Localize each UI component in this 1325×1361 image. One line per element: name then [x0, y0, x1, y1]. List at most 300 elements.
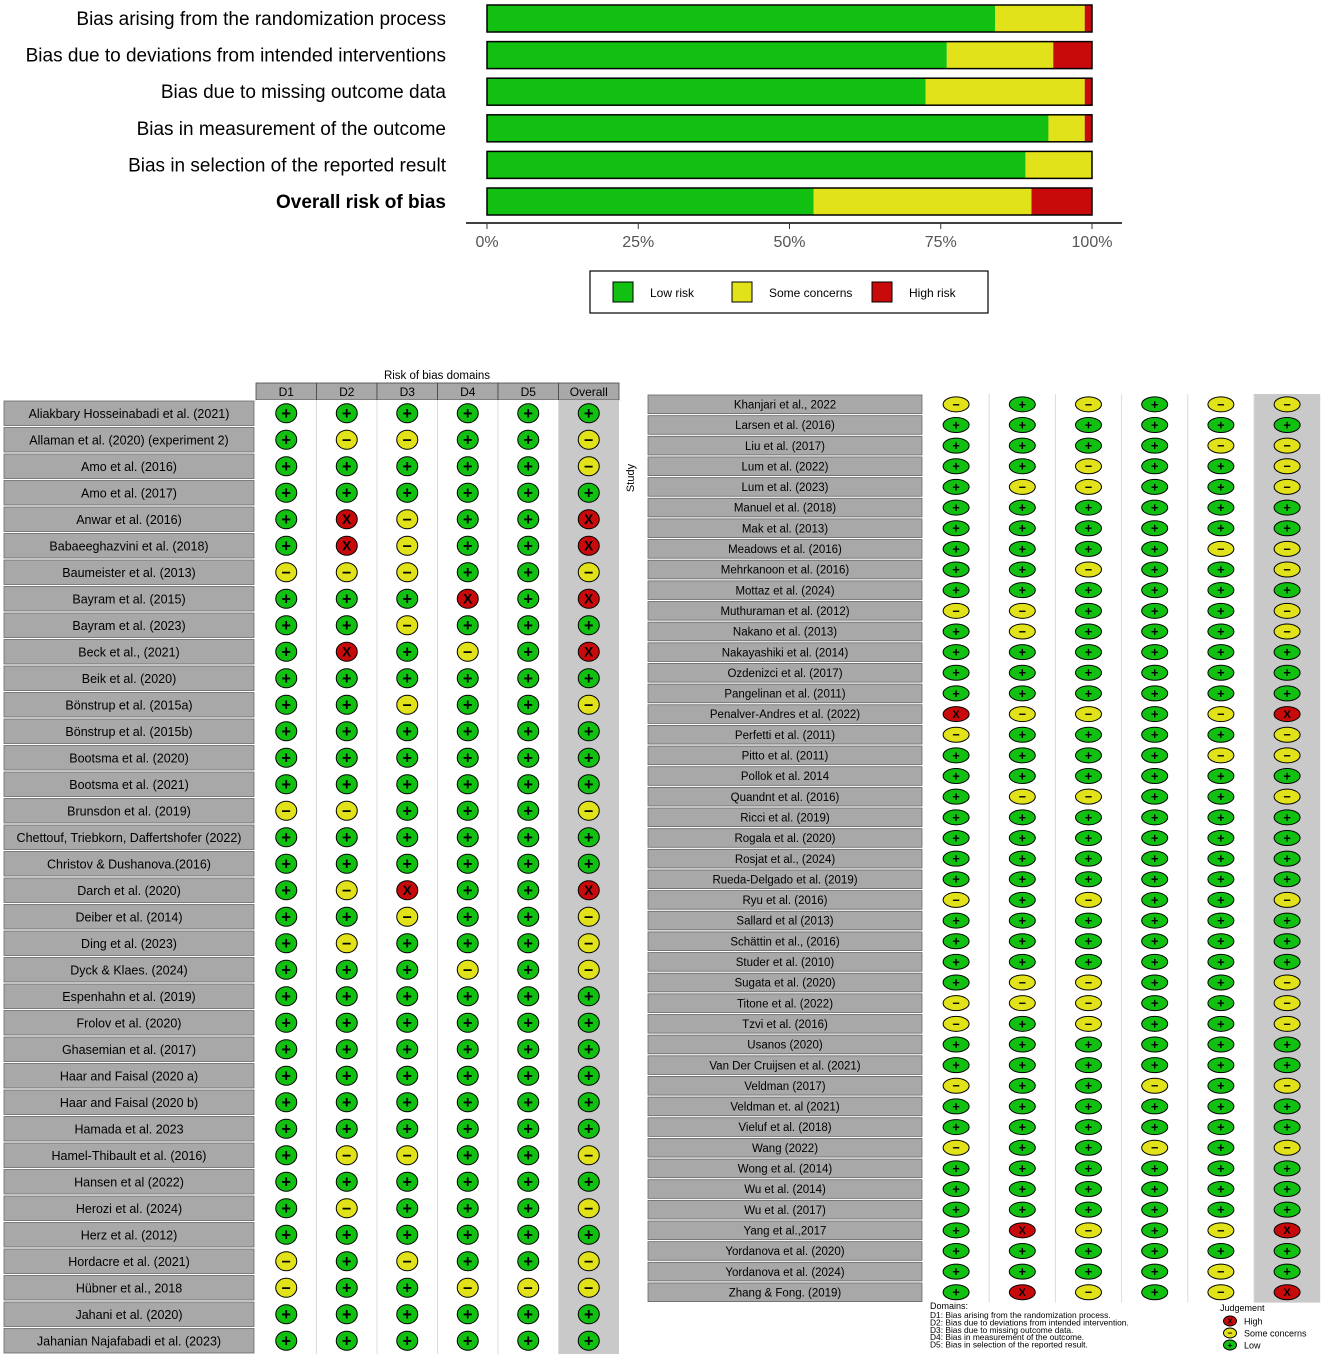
judgement-symbol: + — [1283, 1243, 1291, 1259]
judgement-symbol: + — [1283, 1098, 1291, 1114]
judgement-symbol: + — [1150, 1181, 1159, 1197]
judgement-symbol: + — [463, 1120, 473, 1139]
judgement-symbol: + — [1084, 768, 1093, 784]
study-label: Khanjari et al., 2022 — [733, 399, 837, 412]
bar-category-label: Overall risk of bias — [275, 192, 446, 213]
judgement-symbol: + — [1018, 871, 1027, 887]
x-axis-tick-label: 75% — [924, 234, 957, 251]
study-label: Manuel et al. (2018) — [733, 502, 837, 515]
study-label: Muthuraman et al. (2012) — [720, 605, 850, 618]
judgement-symbol: + — [523, 749, 533, 768]
bar-segment-some-concerns — [926, 78, 1085, 105]
judgement-symbol: + — [402, 669, 412, 688]
judgement-legend-label: High — [1244, 1316, 1263, 1327]
judgement-symbol: − — [1283, 1140, 1291, 1156]
judgement-symbol: + — [952, 500, 960, 516]
column-header: D2 — [339, 385, 355, 399]
judgement-symbol: + — [584, 1093, 594, 1112]
judgement-symbol: + — [402, 1199, 412, 1218]
judgement-symbol: − — [1084, 974, 1093, 990]
judgement-symbol: − — [1018, 706, 1027, 722]
study-label: Brunsdon et al. (2019) — [67, 804, 191, 819]
judgement-symbol: + — [281, 881, 291, 900]
study-label: Herozi et al. (2024) — [75, 1201, 183, 1216]
judgement-symbol: + — [281, 1226, 291, 1245]
judgement-symbol: + — [463, 563, 473, 582]
judgement-symbol: + — [523, 1120, 533, 1139]
judgement-symbol: + — [1018, 1140, 1027, 1156]
judgement-symbol: + — [281, 590, 291, 609]
judgement-symbol: + — [584, 669, 594, 688]
judgement-symbol: + — [1084, 830, 1093, 846]
judgement-symbol: − — [952, 1140, 960, 1156]
judgement-symbol: + — [281, 934, 291, 953]
judgement-symbol: + — [1084, 1264, 1093, 1280]
judgement-symbol: X — [1018, 1225, 1026, 1238]
study-label: Wong et al. (2014) — [737, 1163, 833, 1176]
judgement-symbol: + — [281, 457, 291, 476]
judgement-symbol: + — [281, 855, 291, 874]
judgement-symbol: + — [523, 908, 533, 927]
judgement-symbol: + — [952, 644, 960, 660]
judgement-symbol: + — [1150, 974, 1159, 990]
judgement-symbol: + — [952, 417, 960, 433]
judgement-symbol: + — [952, 747, 960, 763]
judgement-symbol: + — [1283, 1160, 1291, 1176]
judgement-symbol: + — [281, 616, 291, 635]
judgement-symbol: − — [1018, 603, 1027, 619]
judgement-symbol: + — [1150, 685, 1159, 701]
judgement-symbol: + — [584, 1226, 594, 1245]
judgement-symbol: + — [952, 1202, 960, 1218]
judgement-symbol: − — [1084, 706, 1093, 722]
judgement-symbol: + — [523, 696, 533, 715]
judgement-symbol: + — [1150, 1243, 1159, 1259]
study-label: Hordacre et al. (2021) — [68, 1254, 190, 1269]
study-label: Ghasemian et al. (2017) — [61, 1042, 197, 1057]
judgement-symbol: + — [1217, 582, 1225, 598]
judgement-symbol: + — [1150, 851, 1159, 867]
judgement-symbol: + — [463, 855, 473, 874]
judgement-symbol: + — [952, 541, 960, 557]
judgement-symbol: + — [463, 484, 473, 503]
judgement-symbol: − — [523, 1279, 533, 1298]
judgement-symbol: − — [584, 696, 594, 715]
study-label: Tzvi et al. (2016) — [742, 1018, 828, 1031]
judgement-symbol: + — [1084, 1243, 1093, 1259]
judgement-symbol: + — [952, 520, 960, 536]
judgement-symbol: − — [1150, 1140, 1159, 1156]
judgement-symbol: + — [1018, 747, 1027, 763]
judgement-symbol: + — [402, 1279, 412, 1298]
judgement-symbol: + — [1150, 1202, 1159, 1218]
study-label: Meadows et al. (2016) — [728, 544, 842, 557]
legend-swatch — [613, 282, 633, 302]
judgement-symbol: + — [342, 1093, 352, 1112]
judgement-symbol: + — [463, 908, 473, 927]
judgement-symbol: + — [1283, 954, 1291, 970]
judgement-symbol: + — [402, 1040, 412, 1059]
bar-category-label: Bias arising from the randomization process — [76, 9, 446, 30]
judgement-symbol: + — [342, 908, 352, 927]
judgement-symbol: + — [952, 1057, 960, 1073]
judgement-symbol: + — [463, 1226, 473, 1245]
judgement-symbol: + — [342, 749, 352, 768]
bar-segment-high-risk — [1053, 42, 1092, 69]
bar-segment-low-risk — [487, 151, 1025, 178]
judgement-symbol: + — [584, 1332, 594, 1351]
bar-category-label: Bias due to missing outcome data — [160, 82, 446, 104]
column-header: D1 — [278, 385, 294, 399]
judgement-symbol: − — [584, 802, 594, 821]
study-label: Zhang & Fong. (2019) — [728, 1287, 842, 1300]
judgement-symbol: + — [281, 484, 291, 503]
judgement-symbol: X — [584, 512, 594, 528]
judgement-symbol: + — [523, 828, 533, 847]
study-label: Ryu et al. (2016) — [742, 895, 828, 908]
judgement-symbol: + — [342, 1305, 352, 1324]
bar-segment-some-concerns — [947, 42, 1053, 69]
judgement-symbol: + — [1217, 520, 1225, 536]
judgement-symbol: − — [342, 881, 352, 900]
judgement-symbol: + — [1084, 623, 1093, 639]
judgement-symbol: + — [463, 1093, 473, 1112]
judgement-symbol: + — [281, 404, 291, 423]
study-label: Yordanova et al. (2024) — [725, 1266, 845, 1279]
judgement-symbol: + — [1217, 1098, 1225, 1114]
judgement-symbol: + — [584, 1120, 594, 1139]
study-label: Larsen et al. (2016) — [735, 420, 835, 433]
judgement-symbol: + — [281, 510, 291, 529]
judgement-symbol: + — [402, 1305, 412, 1324]
judgement-symbol: − — [952, 892, 960, 908]
judgement-symbol: + — [1084, 520, 1093, 536]
judgement-symbol: + — [952, 954, 960, 970]
study-label: Babaeeghazvini et al. (2018) — [49, 539, 209, 554]
study-label: Veldman et. al (2021) — [730, 1101, 840, 1114]
judgement-symbol: + — [463, 510, 473, 529]
study-label: Sallard et al (2013) — [736, 915, 834, 928]
study-label: Rueda-Delgado et al. (2019) — [712, 874, 858, 887]
judgement-symbol: + — [342, 1040, 352, 1059]
judgement-symbol: + — [1150, 747, 1159, 763]
judgement-symbol: + — [463, 431, 473, 450]
judgement-symbol: − — [1217, 1222, 1225, 1238]
judgement-symbol: + — [402, 802, 412, 821]
study-label: Herz et al. (2012) — [80, 1228, 178, 1243]
judgement-symbol: + — [1084, 438, 1093, 454]
judgement-symbol: + — [281, 537, 291, 556]
judgement-symbol: + — [1084, 417, 1093, 433]
study-label: Haar and Faisal (2020 b) — [59, 1095, 199, 1110]
study-label: Jahani et al. (2020) — [75, 1307, 183, 1322]
judgement-symbol: + — [463, 749, 473, 768]
bar-category-label: Bias in measurement of the outcome — [136, 118, 446, 140]
judgement-symbol: + — [523, 1146, 533, 1165]
judgement-symbol: X — [584, 883, 594, 899]
judgement-symbol: + — [523, 590, 533, 609]
judgement-symbol: + — [1217, 1119, 1225, 1135]
study-label: Titone et al. (2022) — [736, 998, 834, 1011]
study-label: Dyck & Klaes. (2024) — [70, 963, 188, 978]
judgement-symbol: + — [523, 1305, 533, 1324]
judgement-symbol: + — [1150, 644, 1159, 660]
study-label: Hamada et al. 2023 — [74, 1122, 184, 1137]
judgement-symbol: − — [1283, 623, 1291, 639]
table-title: Risk of bias domains — [383, 370, 491, 382]
judgement-symbol: + — [342, 1173, 352, 1192]
judgement-symbol: − — [584, 563, 594, 582]
judgement-symbol: + — [402, 749, 412, 768]
judgement-symbol: + — [523, 987, 533, 1006]
judgement-symbol: + — [1018, 561, 1027, 577]
judgement-symbol: + — [402, 404, 412, 423]
judgement-symbol: + — [952, 479, 960, 495]
study-label: Hansen et al (2022) — [74, 1175, 184, 1190]
column-header: D4 — [460, 385, 476, 399]
judgement-symbol: − — [1283, 727, 1291, 743]
judgement-symbol: + — [1084, 954, 1093, 970]
study-label: Mehrkanoon et al. (2016) — [720, 564, 850, 577]
judgement-symbol: + — [952, 1284, 960, 1300]
judgement-symbol: + — [1283, 417, 1291, 433]
study-label: Nakayashiki et al. (2014) — [721, 647, 849, 660]
judgement-symbol: + — [1150, 500, 1159, 516]
judgement-symbol: + — [463, 987, 473, 1006]
judgement-symbol: + — [1084, 727, 1093, 743]
judgement-symbol: + — [952, 623, 960, 639]
judgement-symbol: + — [281, 908, 291, 927]
judgement-symbol: + — [463, 802, 473, 821]
study-label: Allaman et al. (2020) (experiment 2) — [29, 433, 229, 448]
judgement-symbol: + — [402, 1093, 412, 1112]
judgement-symbol: − — [1283, 479, 1291, 495]
judgement-symbol: + — [402, 987, 412, 1006]
domain-definition: D5: Bias in selection of the reported result. — [930, 1339, 1088, 1350]
judgement-symbol: + — [463, 616, 473, 635]
judgement-symbol: − — [342, 802, 352, 821]
judgement-symbol: − — [1018, 995, 1027, 1011]
judgement-symbol: + — [1217, 892, 1225, 908]
judgement-symbol: + — [342, 961, 352, 980]
judgement-symbol: + — [402, 1120, 412, 1139]
judgement-symbol: + — [952, 1181, 960, 1197]
study-label: Wang (2022) — [751, 1142, 819, 1155]
judgement-symbol: + — [463, 1199, 473, 1218]
judgement-symbol: + — [342, 616, 352, 635]
judgement-symbol: + — [1084, 541, 1093, 557]
judgement-symbol: + — [402, 643, 412, 662]
bar-segment-low-risk — [487, 78, 926, 105]
judgement-symbol: + — [1217, 789, 1225, 805]
judgement-symbol: + — [1150, 809, 1159, 825]
judgement-symbol: + — [1283, 1036, 1291, 1052]
judgement-symbol: + — [952, 974, 960, 990]
judgement-symbol: + — [463, 457, 473, 476]
judgement-symbol: + — [342, 855, 352, 874]
judgement-symbol: + — [952, 1098, 960, 1114]
study-label: Bönstrup et al. (2015a) — [65, 698, 193, 713]
judgement-symbol: + — [1150, 830, 1159, 846]
bar-segment-high-risk — [1085, 5, 1092, 32]
judgement-symbol: + — [342, 828, 352, 847]
judgement-symbol: + — [1283, 913, 1291, 929]
judgement-symbol: − — [1018, 623, 1027, 639]
judgement-symbol: + — [281, 1014, 291, 1033]
judgement-symbol: − — [342, 1199, 352, 1218]
judgement-symbol: + — [952, 809, 960, 825]
judgement-symbol: + — [584, 722, 594, 741]
study-label: Penalver-Andres et al. (2022) — [709, 709, 861, 722]
study-label: Quandnt et al. (2016) — [730, 791, 840, 804]
judgement-symbol: + — [1150, 541, 1159, 557]
judgement-symbol: + — [523, 1093, 533, 1112]
study-label: Mottaz et al. (2024) — [735, 585, 835, 598]
judgement-symbol: + — [523, 1252, 533, 1271]
judgement-symbol: + — [1018, 1264, 1027, 1280]
study-label: Pollok et al. 2014 — [740, 771, 830, 784]
judgement-symbol: + — [523, 537, 533, 556]
judgement-symbol: + — [1018, 954, 1027, 970]
judgement-symbol: − — [952, 995, 960, 1011]
judgement-symbol: − — [1283, 892, 1291, 908]
judgement-symbol: + — [1217, 1016, 1225, 1032]
judgement-symbol: + — [523, 855, 533, 874]
y-axis-label: Study — [625, 463, 637, 493]
study-label: Pitto et al. (2011) — [741, 750, 829, 763]
judgement-symbol: − — [1283, 603, 1291, 619]
judgement-symbol: + — [1150, 417, 1159, 433]
judgement-symbol: + — [952, 1119, 960, 1135]
judgement-symbol: + — [584, 404, 594, 423]
domain-definition: D1: Bias arising from the randomization process. — [930, 1310, 1111, 1320]
study-label: Studer et al. (2010) — [735, 957, 835, 970]
judgement-symbol: + — [1018, 1160, 1027, 1176]
bar-segment-low-risk — [487, 115, 1048, 142]
study-label: Amo et al. (2016) — [81, 459, 177, 474]
judgement-symbol: + — [342, 775, 352, 794]
judgement-symbol: + — [1283, 830, 1291, 846]
judgement-symbol: + — [1217, 479, 1225, 495]
judgement-symbol: + — [1018, 1016, 1027, 1032]
judgement-symbol: + — [281, 669, 291, 688]
judgement-symbol: + — [463, 1305, 473, 1324]
bar-segment-high-risk — [1032, 188, 1093, 215]
judgement-symbol: + — [523, 484, 533, 503]
judgement-symbol: + — [342, 1279, 352, 1298]
judgement-symbol: + — [952, 582, 960, 598]
judgement-symbol: + — [1217, 1036, 1225, 1052]
judgement-symbol: + — [1018, 1098, 1027, 1114]
judgement-symbol: + — [342, 1252, 352, 1271]
judgement-symbol: − — [952, 396, 960, 412]
judgement-symbol: + — [402, 484, 412, 503]
judgement-symbol: + — [1018, 892, 1027, 908]
judgement-symbol: + — [342, 484, 352, 503]
judgement-symbol: + — [1150, 520, 1159, 536]
judgement-symbol: + — [952, 438, 960, 454]
judgement-symbol: − — [952, 1016, 960, 1032]
judgement-symbol: − — [952, 727, 960, 743]
judgement-symbol: − — [342, 431, 352, 450]
judgement-symbol: − — [584, 1146, 594, 1165]
judgement-symbol: + — [1217, 768, 1225, 784]
judgement-symbol: + — [584, 987, 594, 1006]
judgement-symbol: + — [1018, 727, 1027, 743]
judgement-symbol: + — [584, 855, 594, 874]
study-label: Frolov et al. (2020) — [76, 1016, 182, 1031]
study-label: Bayram et al. (2023) — [72, 618, 186, 633]
judgement-symbol: + — [281, 749, 291, 768]
judgement-symbol: + — [463, 404, 473, 423]
judgement-symbol: X — [952, 708, 960, 721]
judgement-symbol: + — [342, 1067, 352, 1086]
judgement-symbol: − — [1283, 974, 1291, 990]
judgement-legend-item — [1224, 1316, 1263, 1327]
judgement-symbol: + — [1283, 851, 1291, 867]
judgement-symbol: + — [952, 851, 960, 867]
study-label: Ding et al. (2023) — [81, 936, 177, 951]
judgement-symbol: + — [1084, 913, 1093, 929]
judgement-symbol: + — [1217, 1181, 1225, 1197]
judgement-symbol: + — [1150, 1284, 1159, 1300]
judgement-symbol: + — [523, 1014, 533, 1033]
legend-swatch — [872, 282, 892, 302]
judgement-symbol: + — [1150, 1036, 1159, 1052]
judgement-symbol: − — [402, 431, 412, 450]
judgement-symbol: + — [523, 1067, 533, 1086]
judgement-symbol: + — [463, 828, 473, 847]
judgement-symbol: + — [463, 1040, 473, 1059]
judgement-symbol: + — [523, 1040, 533, 1059]
judgement-symbol: − — [1217, 541, 1225, 557]
judgement-symbol: − — [1084, 1016, 1093, 1032]
judgement-symbol: + — [342, 457, 352, 476]
study-label: Espenhahn et al. (2019) — [62, 989, 196, 1004]
judgement-symbol: + — [281, 775, 291, 794]
study-label: Rosjat et al., (2024) — [734, 853, 836, 866]
judgement-symbol: + — [1217, 458, 1225, 474]
judgement-symbol: + — [1018, 1078, 1027, 1094]
judgement-symbol: + — [1150, 727, 1159, 743]
judgement-symbol: + — [1150, 995, 1159, 1011]
judgement-symbol: + — [281, 696, 291, 715]
study-label: Mak et al. (2013) — [741, 523, 829, 536]
judgement-symbol: − — [342, 934, 352, 953]
judgement-symbol: + — [523, 616, 533, 635]
judgement-symbol: + — [523, 404, 533, 423]
study-label: Hamel-Thibault et al. (2016) — [51, 1148, 207, 1163]
x-axis-tick-label: 50% — [773, 234, 806, 251]
judgement-symbol: + — [1084, 1078, 1093, 1094]
judgement-symbol: + — [281, 1305, 291, 1324]
judgement-symbol: + — [463, 1067, 473, 1086]
judgement-symbol: + — [402, 828, 412, 847]
judgement-symbol: − — [1084, 892, 1093, 908]
column-header: D5 — [520, 385, 536, 399]
judgement-symbol: + — [1150, 396, 1159, 412]
judgement-symbol: + — [1217, 913, 1225, 929]
study-label: Wu et al. (2014) — [744, 1184, 826, 1197]
judgement-symbol: + — [402, 775, 412, 794]
judgement-symbol: + — [1217, 871, 1225, 887]
judgement-symbol: + — [1084, 603, 1093, 619]
judgement-symbol: + — [1283, 1264, 1291, 1280]
judgement-symbol: + — [1084, 1036, 1093, 1052]
judgement-symbol: + — [584, 1173, 594, 1192]
judgement-symbol: + — [584, 1067, 594, 1086]
judgement-symbol: + — [1150, 933, 1159, 949]
